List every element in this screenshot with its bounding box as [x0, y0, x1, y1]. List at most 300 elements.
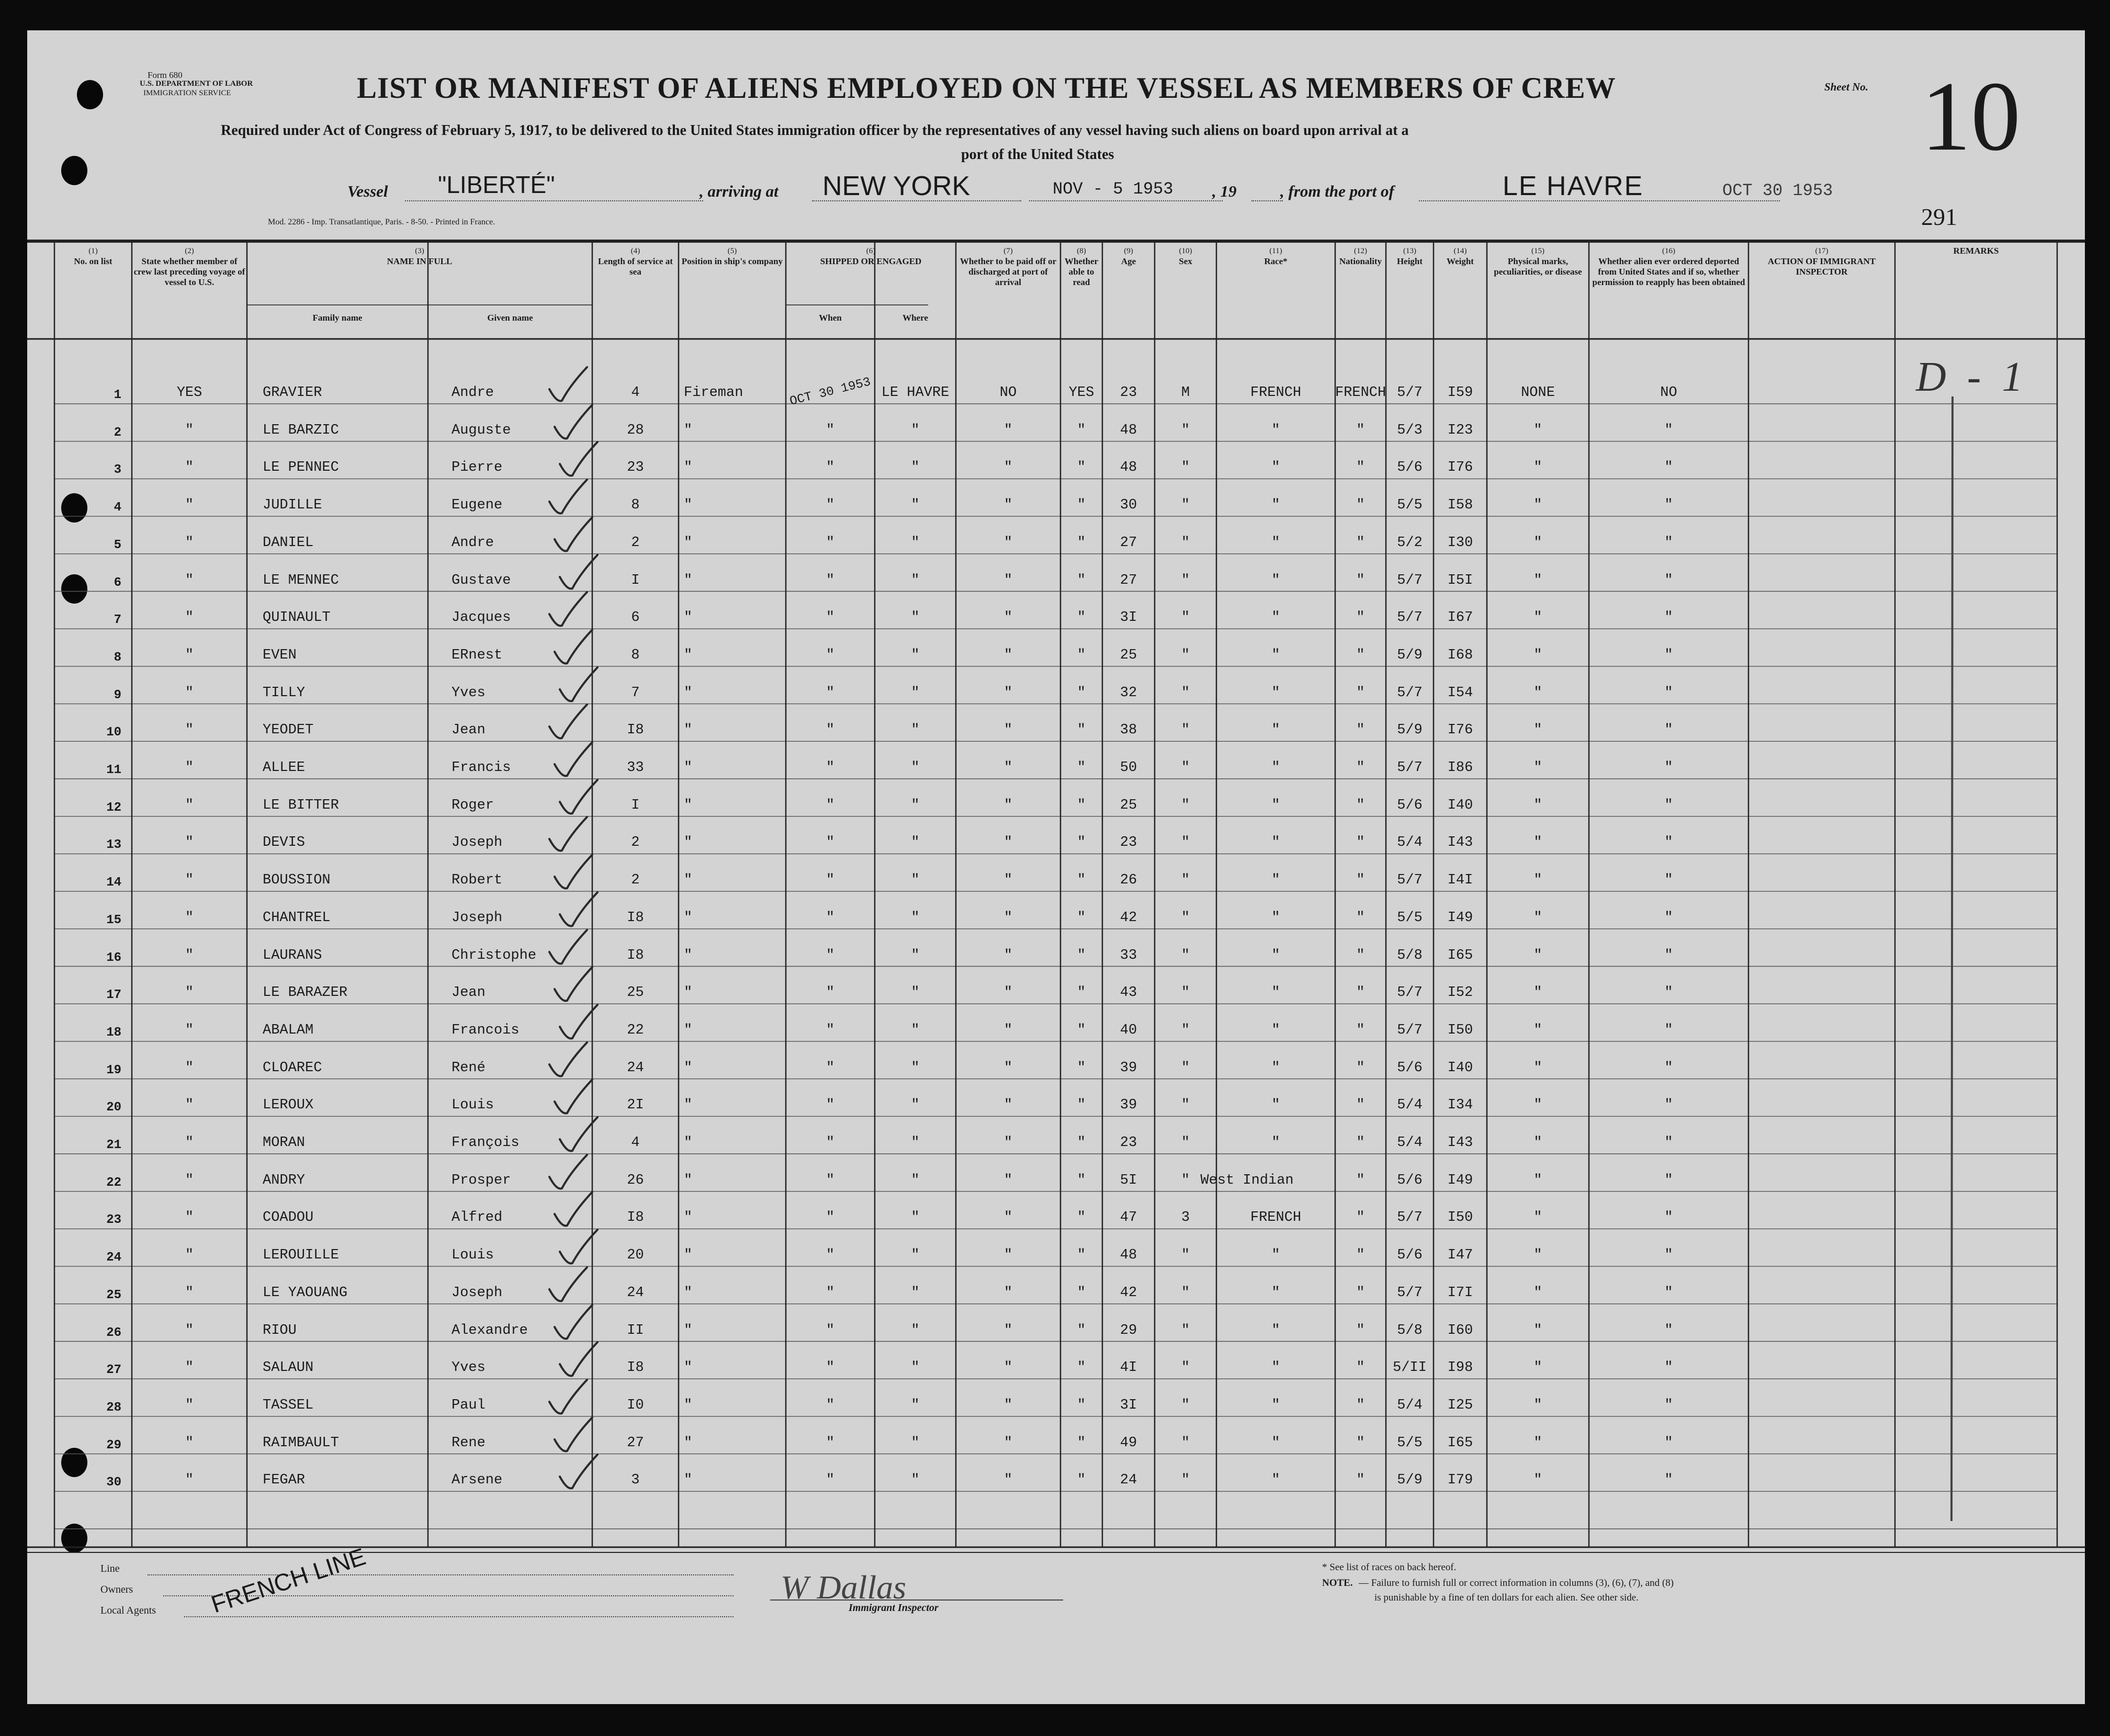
column-number: (1) — [88, 247, 98, 255]
departure-port: LE HAVRE — [1503, 171, 1644, 201]
cell-age: 48 — [1120, 422, 1137, 438]
cell-position: " — [684, 685, 693, 701]
column-number: (10) — [1179, 247, 1192, 255]
row-number: 25 — [106, 1288, 121, 1302]
cell-paid: " — [1003, 947, 1013, 963]
sheet-label: Sheet No. — [1824, 81, 1868, 93]
cell-nat: FRENCH — [1335, 385, 1386, 401]
cell-sex: " — [1181, 835, 1190, 851]
owners-label: Owners — [100, 1584, 133, 1595]
cell-read: " — [1077, 910, 1086, 926]
cell-age: 5I — [1120, 1172, 1137, 1188]
cell-race: " — [1271, 1322, 1280, 1338]
cell-marks: " — [1533, 1135, 1542, 1151]
cell-nat: " — [1356, 1285, 1365, 1301]
cell-where: " — [911, 497, 920, 514]
cell-nat: " — [1356, 1135, 1365, 1151]
column-number: (6) — [866, 247, 876, 255]
cell-nat: " — [1356, 647, 1365, 663]
cell-race: " — [1271, 1435, 1280, 1451]
row-number: 21 — [106, 1138, 121, 1152]
cell-position: " — [684, 1097, 693, 1114]
cell-family: ABALAM — [263, 1022, 314, 1038]
cell-paid: " — [1003, 1247, 1013, 1264]
cell-race: " — [1271, 797, 1280, 813]
cell-family: JUDILLE — [263, 497, 322, 514]
cell-height: 5/2 — [1397, 535, 1423, 551]
column-header — [1102, 246, 1155, 267]
cell-height: 5/6 — [1397, 1247, 1423, 1264]
cell-prev: " — [185, 1247, 194, 1264]
cell-deported: " — [1664, 1285, 1673, 1301]
cell-marks: " — [1533, 535, 1542, 551]
cell-age: 38 — [1120, 722, 1137, 739]
column-subheader: Given name — [487, 313, 533, 323]
cell-paid: " — [1003, 835, 1013, 851]
cell-where: " — [911, 1360, 920, 1376]
cell-height: 5/7 — [1397, 1022, 1423, 1038]
check-mark-icon — [545, 1264, 592, 1306]
cell-read: " — [1077, 722, 1086, 739]
cell-nat: " — [1356, 685, 1365, 701]
cell-given: Jean — [452, 985, 486, 1001]
cell-where: " — [911, 1322, 920, 1338]
cell-service: 2 — [631, 535, 640, 551]
cell-sex: " — [1181, 760, 1190, 776]
cell-when: " — [826, 910, 835, 926]
cell-read: " — [1077, 835, 1086, 851]
cell-paid: " — [1003, 722, 1013, 739]
column-number: (4) — [630, 247, 640, 255]
cell-deported: " — [1664, 1172, 1673, 1188]
cell-age: 27 — [1120, 535, 1137, 551]
cell-age: 32 — [1120, 685, 1137, 701]
cell-race: " — [1271, 535, 1280, 551]
cell-family: LE BARZIC — [263, 422, 339, 438]
check-mark-icon — [550, 852, 597, 893]
cell-service: 26 — [627, 1172, 644, 1188]
check-mark-icon — [556, 1451, 603, 1493]
cell-where: " — [911, 797, 920, 813]
cell-sex: " — [1181, 1097, 1190, 1114]
cell-nat: " — [1356, 947, 1365, 963]
cell-marks: " — [1533, 1360, 1542, 1376]
cell-prev: " — [185, 1022, 194, 1038]
cell-when: " — [826, 1135, 835, 1151]
column-label: Race* — [1264, 256, 1288, 266]
column-label: Whether able to read — [1064, 256, 1099, 287]
cell-nat: " — [1356, 760, 1365, 776]
check-mark-icon — [556, 664, 603, 706]
cell-given: Rene — [452, 1435, 486, 1451]
cell-sex: " — [1181, 1360, 1190, 1376]
cell-prev: " — [185, 1435, 194, 1451]
remarks-vertical-mark — [1942, 396, 1963, 1547]
cell-position: " — [684, 1022, 693, 1038]
row-number: 23 — [106, 1213, 121, 1228]
cell-nat: " — [1356, 872, 1365, 889]
column-subheader: Family name — [312, 313, 363, 323]
cell-service: 24 — [627, 1060, 644, 1076]
cell-paid: " — [1003, 1097, 1013, 1114]
cell-where: " — [911, 1060, 920, 1076]
cell-marks: NONE — [1521, 385, 1555, 401]
cell-read: " — [1077, 1397, 1086, 1413]
cell-prev: " — [185, 722, 194, 739]
cell-prev: " — [185, 572, 194, 588]
column-header — [1155, 246, 1216, 267]
cell-given: Joseph — [452, 910, 503, 926]
cell-weight: I76 — [1447, 722, 1473, 739]
cell-given: Gustave — [452, 572, 511, 588]
cell-age: 3I — [1120, 610, 1137, 626]
cell-nat: " — [1356, 422, 1365, 438]
cell-weight: I58 — [1447, 497, 1473, 514]
cell-service: 27 — [627, 1435, 644, 1451]
cell-given: Auguste — [452, 422, 511, 438]
cell-marks: " — [1533, 910, 1542, 926]
row-number: 3 — [114, 463, 121, 478]
cell-age: 25 — [1120, 647, 1137, 663]
cell-weight: I50 — [1447, 1022, 1473, 1038]
cell-paid: " — [1003, 1472, 1013, 1489]
cell-sex: " — [1181, 610, 1190, 626]
row-number: 9 — [114, 688, 121, 702]
cell-read: " — [1077, 497, 1086, 514]
cell-nat: " — [1356, 835, 1365, 851]
column-header — [1386, 246, 1434, 267]
vessel-name: "LIBERTÉ" — [438, 171, 555, 198]
cell-weight: I67 — [1447, 610, 1473, 626]
page-title: LIST OR MANIFEST OF ALIENS EMPLOYED ON THE VESSEL AS MEMBERS OF CREW — [357, 72, 1616, 105]
cell-read: " — [1077, 460, 1086, 476]
cell-height: 5/7 — [1397, 572, 1423, 588]
cell-weight: I65 — [1447, 947, 1473, 963]
cell-prev: " — [185, 872, 194, 889]
row-number: 15 — [106, 913, 121, 927]
column-label: Position in ship's company — [681, 256, 783, 266]
cell-prev: " — [185, 760, 194, 776]
cell-marks: " — [1533, 1210, 1542, 1226]
cell-family: RAIMBAULT — [263, 1435, 339, 1451]
cell-sex: " — [1181, 1022, 1190, 1038]
cell-age: 25 — [1120, 797, 1137, 813]
cell-marks: " — [1533, 610, 1542, 626]
cell-nat: " — [1356, 460, 1365, 476]
cell-sex: " — [1181, 685, 1190, 701]
cell-sex: " — [1181, 1322, 1190, 1338]
cell-service: 2 — [631, 835, 640, 851]
cell-race: " — [1271, 1360, 1280, 1376]
cell-read: " — [1077, 647, 1086, 663]
cell-paid: " — [1003, 797, 1013, 813]
cell-where: " — [911, 760, 920, 776]
cell-race: " — [1271, 1285, 1280, 1301]
manifest-sheet — [27, 30, 2085, 1704]
cell-marks: " — [1533, 497, 1542, 514]
cell-given: Alexandre — [452, 1322, 528, 1338]
cell-deported: " — [1664, 1210, 1673, 1226]
cell-when: " — [826, 947, 835, 963]
column-label: Sex — [1179, 256, 1192, 266]
cell-position: " — [684, 572, 693, 588]
cell-height: 5/7 — [1397, 385, 1423, 401]
column-header — [1895, 246, 2057, 256]
cell-deported: " — [1664, 572, 1673, 588]
column-header — [247, 246, 592, 267]
cell-weight: I30 — [1447, 535, 1473, 551]
note-text: — Failure to furnish full or correct information in columns (3), (6), (7), and (8) — [1359, 1578, 1674, 1589]
column-label: No. on list — [74, 256, 112, 266]
cell-service: I8 — [627, 910, 644, 926]
cell-age: 24 — [1120, 1472, 1137, 1489]
cell-race: " — [1271, 910, 1280, 926]
cell-prev: " — [185, 610, 194, 626]
cell-prev: " — [185, 1472, 194, 1489]
cell-age: 40 — [1120, 1022, 1137, 1038]
cell-family: LE BITTER — [263, 797, 339, 813]
cell-sex: " — [1181, 422, 1190, 438]
cell-height: 5/7 — [1397, 1285, 1423, 1301]
column-label: NAME IN FULL — [387, 256, 453, 266]
cell-nat: " — [1356, 535, 1365, 551]
check-mark-icon — [545, 1039, 592, 1081]
cell-marks: " — [1533, 760, 1542, 776]
cell-family: ANDRY — [263, 1172, 306, 1188]
cell-where: " — [911, 572, 920, 588]
cell-given: René — [452, 1060, 486, 1076]
cell-deported: " — [1664, 647, 1673, 663]
cell-prev: " — [185, 835, 194, 851]
cell-deported: " — [1664, 1397, 1673, 1413]
cell-height: 5/II — [1393, 1360, 1427, 1376]
cell-sex: " — [1181, 1285, 1190, 1301]
cell-service: I8 — [627, 1210, 644, 1226]
column-header — [1748, 246, 1895, 277]
cell-position: " — [684, 1172, 693, 1188]
cell-nat: " — [1356, 1397, 1365, 1413]
cell-when: " — [826, 985, 835, 1001]
cell-service: 20 — [627, 1247, 644, 1264]
cell-age: 23 — [1120, 385, 1137, 401]
cell-deported: " — [1664, 947, 1673, 963]
cell-deported: " — [1664, 610, 1673, 626]
cell-position: " — [684, 1210, 693, 1226]
row-number: 17 — [106, 988, 121, 1003]
check-mark-icon — [545, 364, 592, 406]
cell-position: " — [684, 1397, 693, 1413]
cell-height: 5/6 — [1397, 460, 1423, 476]
cell-race: " — [1271, 1060, 1280, 1076]
cell-marks: " — [1533, 947, 1542, 963]
cell-where: " — [911, 910, 920, 926]
row-number: 19 — [106, 1063, 121, 1077]
cell-service: 24 — [627, 1285, 644, 1301]
cell-height: 5/7 — [1397, 610, 1423, 626]
cell-weight: I4I — [1447, 872, 1473, 889]
cell-read: " — [1077, 610, 1086, 626]
page-number: 291 — [1921, 203, 1957, 230]
cell-service: 8 — [631, 497, 640, 514]
column-number: (15) — [1531, 247, 1544, 255]
cell-race: " — [1271, 760, 1280, 776]
row-number: 2 — [114, 425, 121, 440]
cell-when: " — [826, 722, 835, 739]
arrival-port: NEW YORK — [822, 171, 971, 201]
check-mark-icon — [545, 1377, 592, 1419]
column-number: (11) — [1269, 247, 1282, 255]
cell-race: " — [1271, 1247, 1280, 1264]
cell-weight: I49 — [1447, 910, 1473, 926]
cell-race: " — [1271, 572, 1280, 588]
column-label: ACTION OF IMMIGRANT INSPECTOR — [1767, 256, 1876, 277]
column-number: (17) — [1815, 247, 1829, 255]
cell-position: " — [684, 1472, 693, 1489]
cell-deported: NO — [1660, 385, 1677, 401]
cell-position: " — [684, 535, 693, 551]
cell-race: " — [1271, 460, 1280, 476]
check-mark-icon — [556, 777, 603, 819]
cell-given: Francis — [452, 760, 511, 776]
cell-when: " — [826, 1435, 835, 1451]
row-number: 24 — [106, 1251, 121, 1265]
cell-position: " — [684, 835, 693, 851]
cell-paid: NO — [999, 385, 1017, 401]
cell-sex: " — [1181, 572, 1190, 588]
cell-position: " — [684, 1247, 693, 1264]
row-number: 16 — [106, 950, 121, 965]
inspector-signature: W Dallas — [781, 1569, 906, 1606]
inspector-label: Immigrant Inspector — [849, 1602, 939, 1614]
row-number: 14 — [106, 876, 121, 890]
department-label: U.S. DEPARTMENT OF LABOR — [140, 80, 253, 88]
cell-sex: " — [1181, 872, 1190, 889]
service-label: IMMIGRATION SERVICE — [143, 89, 231, 97]
note-label: NOTE. — [1322, 1578, 1353, 1589]
cell-family: MORAN — [263, 1135, 306, 1151]
cell-paid: " — [1003, 1022, 1013, 1038]
cell-when: " — [826, 797, 835, 813]
cell-given: Andre — [452, 385, 494, 401]
check-mark-icon — [556, 1227, 603, 1268]
cell-where: " — [911, 1247, 920, 1264]
cell-given: Andre — [452, 535, 494, 551]
cell-weight: I47 — [1447, 1247, 1473, 1264]
cell-where: " — [911, 1022, 920, 1038]
cell-marks: " — [1533, 1322, 1542, 1338]
cell-deported: " — [1664, 535, 1673, 551]
cell-nat: " — [1356, 1360, 1365, 1376]
check-mark-icon — [550, 1189, 597, 1231]
cell-family: COADOU — [263, 1210, 314, 1226]
column-label: Age — [1121, 256, 1136, 266]
cell-given: Joseph — [452, 835, 503, 851]
cell-height: 5/6 — [1397, 1060, 1423, 1076]
cell-height: 5/7 — [1397, 1210, 1423, 1226]
cell-deported: " — [1664, 910, 1673, 926]
cell-service: I — [631, 572, 640, 588]
cell-position: " — [684, 760, 693, 776]
cell-where: " — [911, 1172, 920, 1188]
cell-weight: I5I — [1447, 572, 1473, 588]
cell-service: 2 — [631, 872, 640, 889]
cell-sex: " — [1181, 985, 1190, 1001]
cell-marks: " — [1533, 1060, 1542, 1076]
cell-nat: " — [1356, 797, 1365, 813]
cell-given: Yves — [452, 1360, 486, 1376]
cell-when: " — [826, 1322, 835, 1338]
column-header — [786, 246, 956, 267]
cell-height: 5/5 — [1397, 497, 1423, 514]
check-mark-icon — [545, 589, 592, 631]
cell-paid: " — [1003, 1060, 1013, 1076]
cell-given: Robert — [452, 872, 503, 889]
year-label: , 19 — [1212, 182, 1237, 200]
column-number: (8) — [1077, 247, 1086, 255]
cell-when: " — [826, 497, 835, 514]
row-number: 22 — [106, 1175, 121, 1190]
cell-height: 5/6 — [1397, 797, 1423, 813]
cell-prev: " — [185, 1397, 194, 1413]
cell-position: " — [684, 1285, 693, 1301]
cell-sex: " — [1181, 497, 1190, 514]
cell-paid: " — [1003, 1135, 1013, 1151]
cell-when: OCT 30 1953 — [788, 375, 873, 409]
cell-prev: " — [185, 535, 194, 551]
cell-sex: " — [1181, 1435, 1190, 1451]
check-mark-icon — [550, 1414, 597, 1456]
cell-read: " — [1077, 1247, 1086, 1264]
cell-where: " — [911, 947, 920, 963]
cell-nat: " — [1356, 1172, 1365, 1188]
cell-weight: I79 — [1447, 1472, 1473, 1489]
cell-prev: " — [185, 685, 194, 701]
cell-given: Louis — [452, 1097, 494, 1114]
cell-prev: " — [185, 1210, 194, 1226]
check-mark-icon — [545, 1152, 592, 1194]
row-number: 28 — [106, 1400, 121, 1415]
cell-weight: I25 — [1447, 1397, 1473, 1413]
cell-marks: " — [1533, 835, 1542, 851]
subtitle-line1: Required under Act of Congress of February 5, 1917, to be delivered to the United States immigration officer by the representatives of any vessel having such aliens on board upon arrival at a — [221, 122, 1409, 139]
cell-given: Eugene — [452, 497, 503, 514]
column-label: State whether member of crew last preceding voyage of vessel to U.S. — [133, 256, 245, 287]
cell-marks: " — [1533, 1172, 1542, 1188]
cell-deported: " — [1664, 760, 1673, 776]
cell-age: 23 — [1120, 835, 1137, 851]
cell-age: 23 — [1120, 1135, 1137, 1151]
cell-position: " — [684, 422, 693, 438]
cell-nat: " — [1356, 722, 1365, 739]
cell-height: 5/4 — [1397, 835, 1423, 851]
cell-given: Alfred — [452, 1210, 503, 1226]
row-number: 12 — [106, 800, 121, 815]
cell-paid: " — [1003, 1172, 1013, 1188]
cell-when: " — [826, 685, 835, 701]
row-number: 30 — [106, 1476, 121, 1490]
cell-given: Louis — [452, 1247, 494, 1264]
cell-given: Pierre — [452, 460, 503, 476]
cell-family: RIOU — [263, 1322, 297, 1338]
row-number: 18 — [106, 1025, 121, 1040]
cell-prev: " — [185, 647, 194, 663]
cell-deported: " — [1664, 497, 1673, 514]
cell-service: I8 — [627, 1360, 644, 1376]
arriving-label: , arriving at — [699, 182, 778, 200]
cell-paid: " — [1003, 685, 1013, 701]
cell-deported: " — [1664, 685, 1673, 701]
cell-prev: " — [185, 1135, 194, 1151]
